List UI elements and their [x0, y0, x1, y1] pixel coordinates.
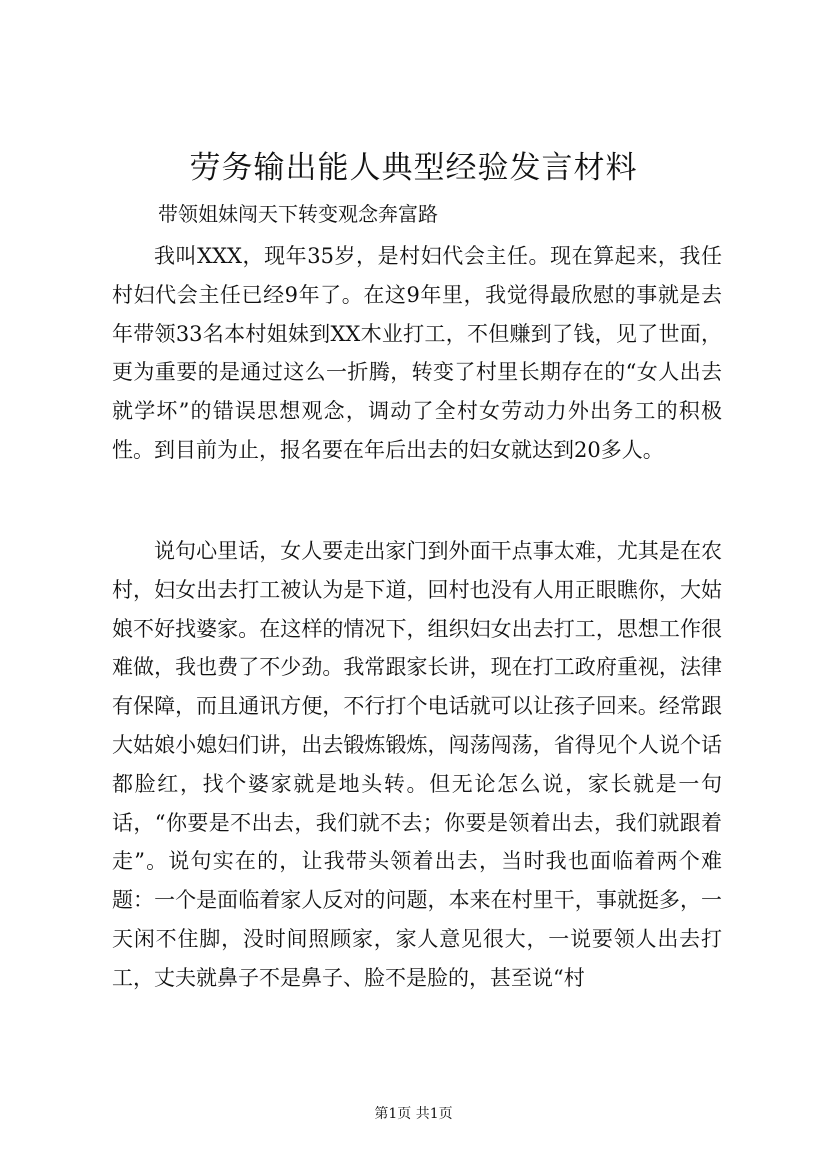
page-footer: 第1页 共1页 [374, 1106, 453, 1122]
document-subtitle: 带领姐妹闯天下转变观念奔富路 [158, 202, 438, 226]
document-title: 劳务输出能人典型经验发言材料 [189, 150, 638, 186]
paragraph-2: 说句心里话，女人要走出家门到外面干点事太难，尤其是在农村，妇女出去打工被认为是下道，回村也没有人用正眼瞧你，大姑娘不好找婆家。在这样的情况下，组织妇女出去打工，思想工作很难做，我也费了不少劲。我常跟家长讲，现在打工政府重视，法律有保障，而且通讯方便，不行打个电话就可以让孩子回来。经常跟大姑娘小媳妇们讲，出去锻炼锻炼，闯荡闯荡，省得见个人说个话都脸红，找个婆家就是地头转。但无论怎么说，家长就是一句话，“你要是不出去，我们就不去；你要是领着出去，我们就跟着走”。说句实在的，让我带头领着出去，当时我也面临着两个难题：一个是面临着家人反对的问题，本来在村里干，事就挺多，一天闲不住脚，没时间照顾家，家人意见很大，一说要领人出去打工，丈夫就鼻子不是鼻子、脸不是脸的，甚至说“村 [112, 539, 722, 990]
paragraph-1: 我叫XXX，现年35岁，是村妇代会主任。现在算起来，我任村妇代会主任已经9年了。在这9年里，我觉得最欣慰的事就是去年带领33名本村姐妹到XX木业打工，不但赚到了钱，见了世面，更为重要的是通过这么一折腾，转变了村里长期存在的“女人出去就学坏”的错误思想观念，调动了全村女劳动力外出务工的积极性。到目前为止，报名要在年后出去的妇女就达到20多人。 [112, 244, 722, 462]
